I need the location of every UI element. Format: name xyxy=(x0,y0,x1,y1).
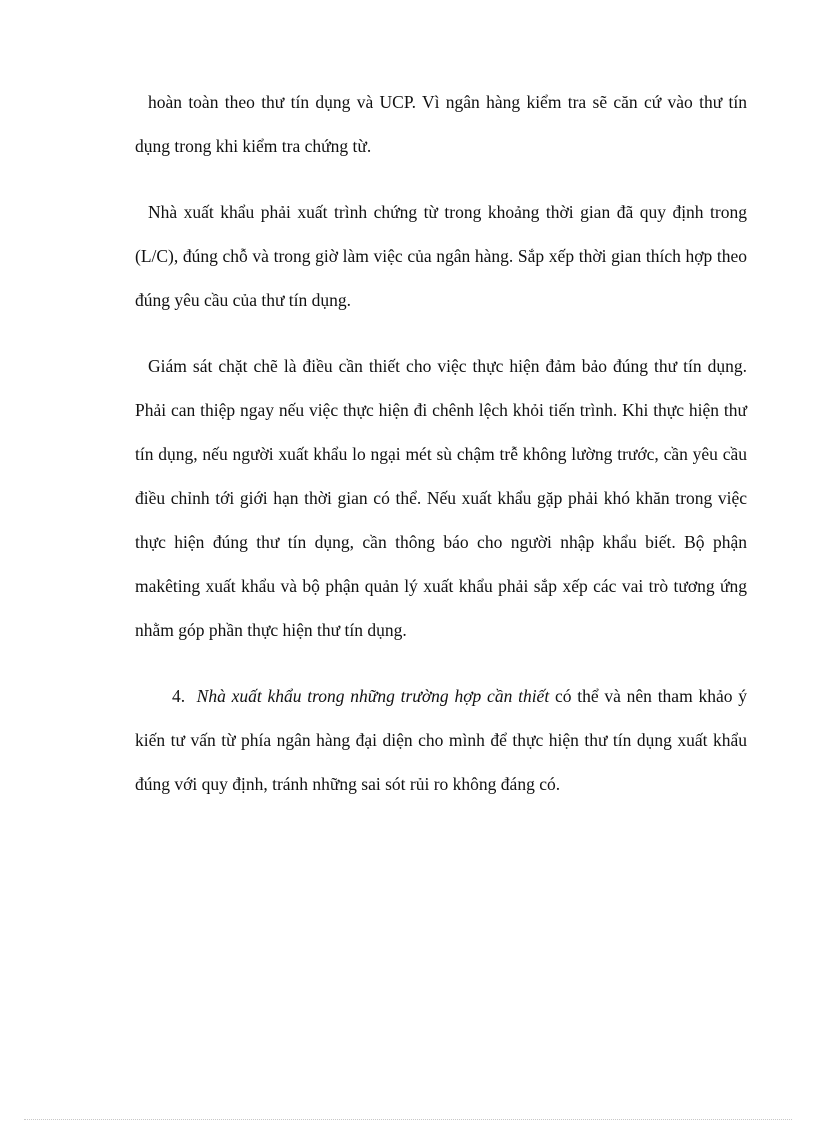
paragraph-text: hoàn toàn theo thư tín dụng và UCP. Vì ngân hàng kiểm tra sẽ căn cứ vào thư tín dụng trong khi kiểm tra chứng từ. xyxy=(135,92,747,156)
list-number: 4. xyxy=(172,686,186,706)
paragraph-text: Giám sát chặt chẽ là điều cần thiết cho việc thực hiện đảm bảo đúng thư tín dụng. Phải can thiệp ngay nếu việc thực hiện đi chênh lệch khỏi tiến trình. Khi thực hiện thư tín dụng, nếu người xuất khẩu lo ngại mét sù chậm trễ không lường trước, cần yêu cầu điều chỉnh tới giới hạn thời gian có thể. Nếu xuất khẩu gặp phải khó khăn trong việc thực hiện đúng thư tín dụng, cần thông báo cho người nhập khẩu biết. Bộ phận makêting xuất khẩu và bộ phận quản lý xuất khẩu phải sắp xếp các vai trò tương ứng nhằm góp phần thực hiện thư tín dụng. xyxy=(135,356,747,640)
paragraph-ucp-compliance xyxy=(135,80,747,168)
paragraph-numbered-item-4 xyxy=(135,674,747,806)
italic-phrase: Nhà xuất khẩu trong những trường hợp cần thiết xyxy=(196,686,550,706)
paragraph-close-supervision xyxy=(135,344,747,652)
paragraph-text: Nhà xuất khẩu phải xuất trình chứng từ trong khoảng thời gian đã quy định trong (L/C), đúng chỗ và trong giờ làm việc của ngân hàng. Sắp xếp thời gian thích hợp theo đúng yêu cầu của thư tín dụng. xyxy=(135,202,747,310)
paragraph-text: có thể và nên tham khảo ý kiến tư vấn từ phía ngân hàng đại diện cho mình để thực hiện thư tín dụng xuất khẩu đúng với quy định, tránh những sai sót rủi ro không đáng có. xyxy=(135,686,747,794)
page-bottom-divider xyxy=(24,1119,792,1120)
paragraph-document-presentation xyxy=(135,190,747,322)
document-body xyxy=(135,80,747,828)
